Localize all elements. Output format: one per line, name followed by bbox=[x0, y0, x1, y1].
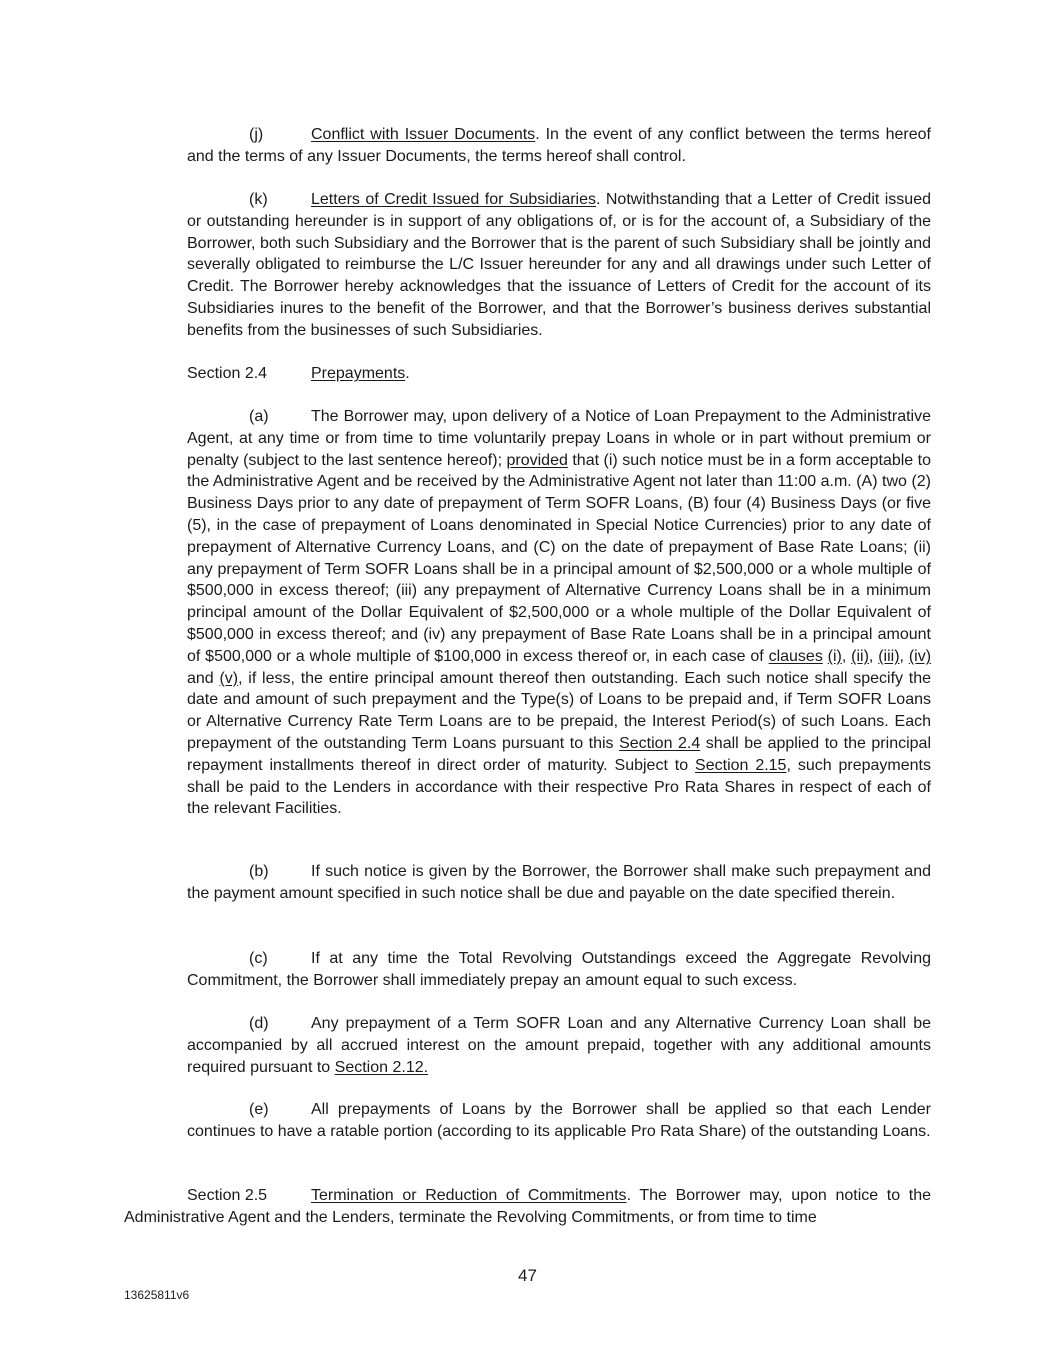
section-ref-2-4: Section 2.4 bbox=[619, 734, 701, 752]
paragraph-text: , such prepayments shall be paid to the Lenders in accordance with their respective Pro Rata Shares in respect of each of the relevant Facilities. bbox=[187, 756, 932, 818]
paragraph-label: (j) bbox=[249, 126, 264, 143]
clause-ref-iii: (iii) bbox=[878, 647, 900, 665]
clause-ref-iv: (iv) bbox=[908, 647, 932, 665]
paragraph-a bbox=[187, 406, 931, 820]
paragraph-d bbox=[187, 1013, 931, 1078]
section-ref-2-12: Section 2.12. bbox=[334, 1058, 429, 1076]
clause-ref-i: (i) bbox=[827, 647, 842, 665]
provided-term: provided bbox=[506, 451, 568, 469]
document-id: 13625811v6 bbox=[124, 1288, 190, 1302]
paragraph-label: (e) bbox=[249, 1101, 269, 1118]
paragraph-text: . The Borrower may, upon notice to the Administrative Agent and the Lenders, terminate the Revolving Commitments, or from time to time bbox=[124, 1187, 932, 1226]
paragraph-label: (d) bbox=[249, 1015, 269, 1032]
section-number: Section 2.5 bbox=[187, 1187, 268, 1204]
section-ref-2-15: Section 2.15 bbox=[695, 756, 787, 774]
conjunction: and bbox=[187, 669, 220, 687]
section-number: Section 2.4 bbox=[187, 365, 268, 382]
page-number: 47 bbox=[518, 1266, 537, 1285]
paragraph-label: (a) bbox=[249, 408, 269, 425]
paragraph-b bbox=[187, 861, 931, 905]
paragraph-text: . Notwithstanding that a Letter of Credit issued or outstanding hereunder is in support of any obligations of, or is for the account of, a Subsidiary of the Borrower, both such Subsidiary and the Borrower that is the parent of such Subsidiary shall be jointly and severally obligated to reimburse the L/C Issuer hereunder for any and all drawings under such Letter of Credit. The Borrower hereby acknowledges that the issuance of Letters of Credit for the account of its Subsidiaries inures to the benefit of the Borrower, and that the Borrower’s business derives substantial benefits from the businesses of such Subsidiaries. bbox=[187, 191, 931, 339]
paragraph-text: Any prepayment of a Term SOFR Loan and any Alternative Currency Loan shall be accompanied by all accrued interest on the amount prepaid, together with any additional amounts required pursuant to bbox=[187, 1015, 931, 1076]
paragraph-text: All prepayments of Loans by the Borrower shall be applied so that each Lender continues to have a ratable portion (according to its applicable Pro Rata Share) of the outstanding Loans. bbox=[187, 1101, 931, 1140]
clause-ref-v: (v) bbox=[219, 669, 239, 687]
separator: , bbox=[899, 647, 909, 665]
paragraph-text: If such notice is given by the Borrower, the Borrower shall make such prepayment and the payment amount specified in such notice shall be due and payable on the date specified therein. bbox=[187, 863, 931, 902]
paragraph-text: , if less, the entire principal amount thereof then outstanding. Each such notice shall specify the date and amount of such prepayment and the Type(s) of Loans to be prepaid and, if Term SOFR Loans or Alternative Currency Rate Term Loans are to be prepaid, the Interest Period(s) of such Loans. Each prepayment of the outstanding Term Loans pursuant to this bbox=[187, 669, 932, 752]
section-title: Termination or Reduction of Commitments bbox=[311, 1187, 627, 1204]
section-title-period: . bbox=[405, 365, 410, 382]
paragraph-heading: Letters of Credit Issued for Subsidiaries bbox=[311, 191, 596, 208]
paragraph-label: (k) bbox=[249, 191, 268, 208]
paragraph-text: The Borrower may, upon delivery of a Notice of Loan Prepayment to the Administrative Agent, at any time or from time to time voluntarily prepay Loans in whole or in part without premium or penalty (subject to the last sentence hereof); bbox=[187, 408, 931, 469]
paragraph-j bbox=[187, 124, 931, 168]
clauses-ref: clauses bbox=[768, 647, 823, 665]
paragraph-heading: Conflict with Issuer Documents bbox=[311, 126, 536, 143]
separator: , bbox=[841, 647, 852, 665]
clause-ref-ii: (ii) bbox=[851, 647, 869, 665]
paragraph-e bbox=[187, 1099, 931, 1143]
paragraph-text: If at any time the Total Revolving Outstandings exceed the Aggregate Revolving Commitment, the Borrower shall immediately prepay an amount equal to such excess. bbox=[187, 950, 931, 989]
paragraph-text: . In the event of any conflict between the terms hereof and the terms of any Issuer Documents, the terms hereof shall control. bbox=[187, 126, 931, 165]
paragraph-label: (c) bbox=[249, 950, 268, 967]
section-2-5 bbox=[124, 1185, 931, 1229]
paragraph-text: that (i) such notice must be in a form acceptable to the Administrative Agent and be received by the Administrative Agent not later than 11:00 a.m. (A) two (2) Business Days prior to any date of prepayment of Term SOFR Loans, (B) four (4) Business Days (or five (5), in the case of prepayment of Loans denominated in Special Notice Currencies) prior to any date of prepayment of Alternative Currency Loans, and (C) on the date of prepayment of Base Rate Loans; (ii) any prepayment of Term SOFR Loans shall be in a principal amount of $2,500,000 or a whole multiple of $500,000 in excess thereof; (iii) any prepayment of Alternative Currency Loans shall be in a minimum principal amount of the Dollar Equivalent of $2,500,000 or a whole multiple of the Dollar Equivalent of $500,000 in excess thereof; and (iv) any prepayment of Base Rate Loans shall be in a principal amount of $500,000 or a whole multiple of $100,000 in excess thereof or, in each case of bbox=[187, 451, 932, 665]
paragraph-text: shall be applied to the principal repayment installments thereof in direct order of maturity. Subject to bbox=[187, 734, 931, 774]
paragraph-k bbox=[187, 189, 931, 342]
paragraph-c bbox=[187, 948, 931, 992]
separator: , bbox=[868, 647, 879, 665]
paragraph-label: (b) bbox=[249, 863, 269, 880]
section-title: Prepayments bbox=[311, 365, 406, 382]
section-2-4-heading bbox=[187, 363, 931, 385]
